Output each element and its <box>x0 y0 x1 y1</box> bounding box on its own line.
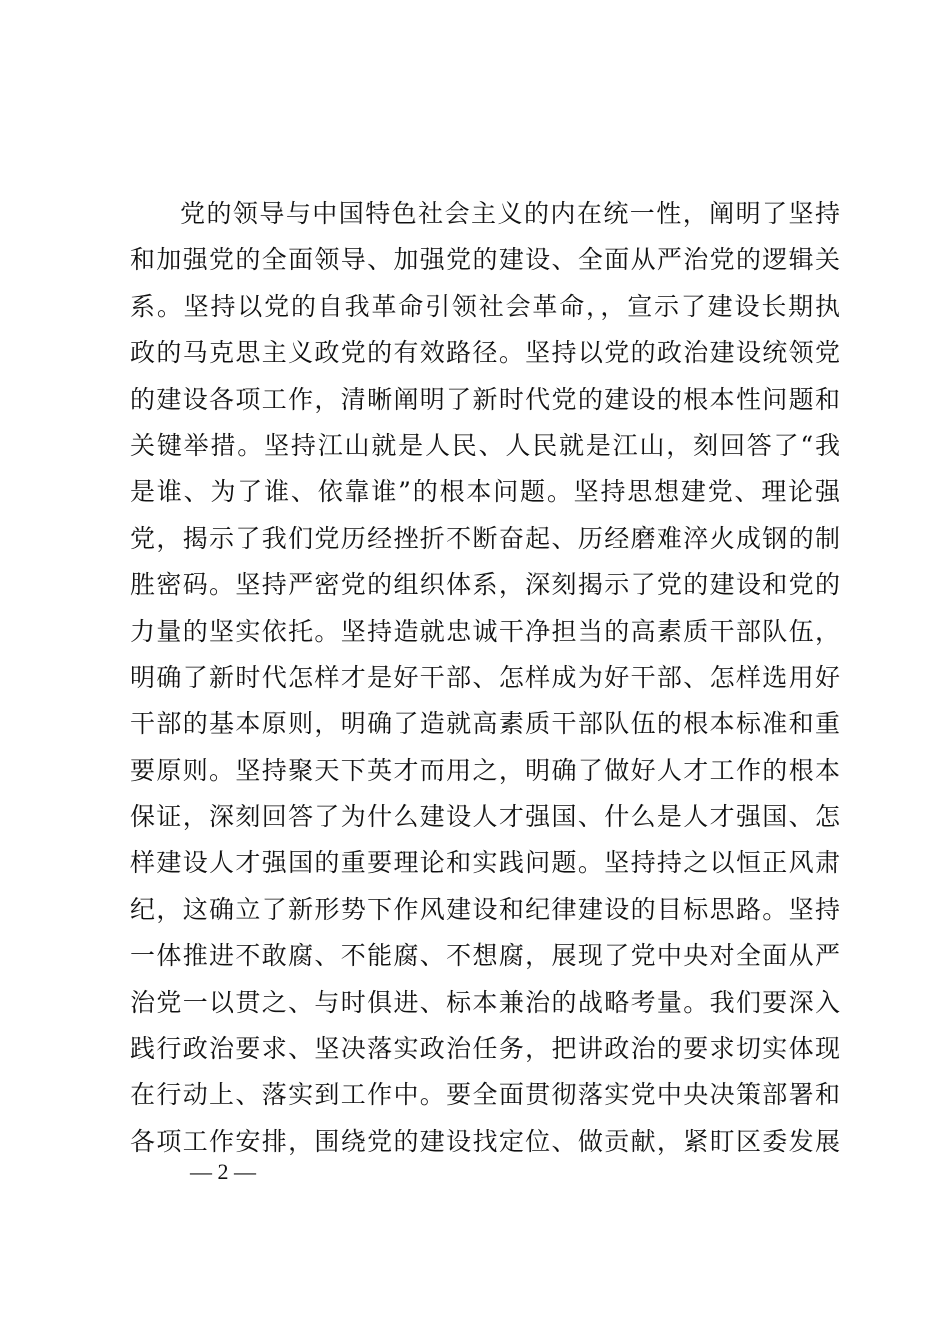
text-line-9: 胜密码。坚持严密党的组织体系，深刻揭示了党的建设和党的 <box>130 570 840 600</box>
text-line-5: 的建设各项工作，清晰阐明了新时代党的建设的根本性问题和 <box>130 384 840 414</box>
text-line-11: 明确了新时代怎样才是好干部、怎样成为好干部、怎样选用好 <box>130 662 840 692</box>
body-paragraph <box>130 191 840 1165</box>
text-line-14: 保证，深刻回答了为什么建设人才强国、什么是人才强国、怎 <box>130 802 840 832</box>
text-line-1: 党的领导与中国特色社会主义的内在统一性，阐明了坚持 <box>180 199 840 228</box>
text-line-6: 关键举措。坚持江山就是人民、人民就是江山，刻回答了“我 <box>130 430 840 460</box>
text-line-3: 系。坚持以党的自我革命引领社会革命，，宣示了建设长期执 <box>130 291 840 321</box>
text-line-2: 和加强党的全面领导、加强党的建设、全面从严治党的逻辑关 <box>130 245 840 275</box>
text-line-12: 干部的基本原则，明确了造就高素质干部队伍的根本标准和重 <box>130 709 840 739</box>
text-line-20: 在行动上、落实到工作中。要全面贯彻落实党中央决策部署和 <box>130 1080 840 1110</box>
text-line-21: 各项工作安排，围绕党的建设找定位、做贡献，紧盯区委发展 <box>130 1126 840 1156</box>
text-line-15: 样建设人才强国的重要理论和实践问题。坚持持之以恒正风肃 <box>130 848 840 878</box>
text-line-8: 党，揭示了我们党历经挫折不断奋起、历经磨难淬火成钢的制 <box>130 523 840 553</box>
text-line-17: 一体推进不敢腐、不能腐、不想腐，展现了党中央对全面从严 <box>130 941 840 971</box>
page-number: — 2 — <box>190 1159 256 1184</box>
text-line-7: 是谁、为了谁、依靠谁”的根本问题。坚持思想建党、理论强 <box>130 477 840 507</box>
text-line-16: 纪，这确立了新形势下作风建设和纪律建设的目标思路。坚持 <box>130 894 840 924</box>
text-line-10: 力量的坚实依托。坚持造就忠诚干净担当的高素质干部队伍， <box>130 616 840 646</box>
text-line-4: 政的马克思主义政党的有效路径。坚持以党的政治建设统领党 <box>130 338 840 368</box>
text-line-19: 践行政治要求、坚决落实政治任务，把讲政治的要求切实体现 <box>130 1034 840 1064</box>
text-line-18: 治党一以贯之、与时俱进、标本兼治的战略考量。我们要深入 <box>130 987 840 1017</box>
text-line-13: 要原则。坚持聚天下英才而用之，明确了做好人才工作的根本 <box>130 755 840 785</box>
